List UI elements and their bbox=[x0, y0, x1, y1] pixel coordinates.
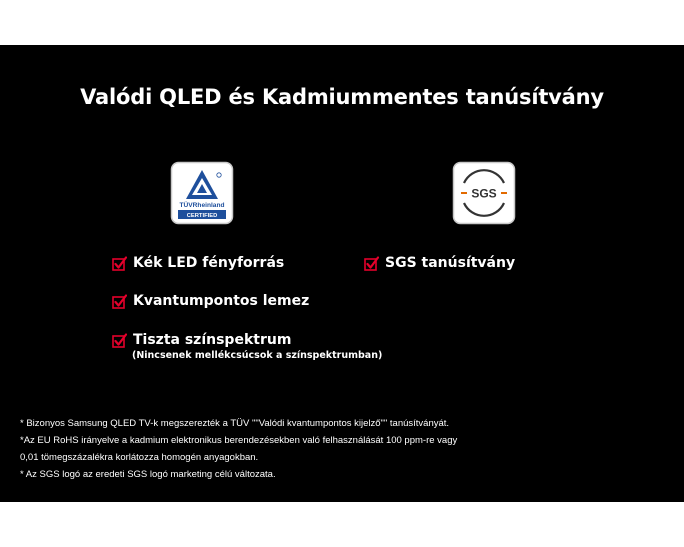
tuv-brand-text: TÜVRheinland bbox=[179, 202, 225, 209]
footnote-line: *Az EU RoHS irányelve a kadmium elektronikus berendezésekben való felhasználását 100 ppm-re vagy bbox=[20, 435, 458, 446]
red-check-icon bbox=[364, 256, 379, 271]
feature-label: SGS tanúsítvány bbox=[385, 255, 516, 271]
feature-label: Kék LED fényforrás bbox=[133, 255, 285, 271]
feature-label: Kvantumpontos lemez bbox=[133, 293, 310, 309]
red-check-icon bbox=[112, 294, 127, 309]
tuv-rheinland-logo bbox=[170, 161, 234, 225]
feature-label: Tiszta színspektrum bbox=[133, 332, 292, 348]
sgs-logo bbox=[452, 161, 516, 225]
feature-item bbox=[364, 255, 515, 271]
tuv-certified-text: CERTIFIED bbox=[186, 213, 218, 219]
footnotes bbox=[20, 415, 670, 483]
sgs-brand-text: SGS bbox=[471, 186, 497, 201]
feature-item bbox=[112, 293, 309, 309]
certification-panel bbox=[0, 45, 684, 502]
footnote-line: * Bizonyos Samsung QLED TV-k megszerezték a TÜV ""Valódi kvantumpontos kijelző"" tanúsítványát. bbox=[20, 418, 450, 429]
red-check-icon bbox=[112, 256, 127, 271]
feature-sub-note: (Nincsenek mellékcsúcsok a színspektrumban) bbox=[132, 350, 383, 361]
red-check-icon bbox=[112, 333, 127, 348]
footnote-line: 0,01 tömegszázalékra korlátozza homogén anyagokban. bbox=[20, 452, 259, 463]
feature-item bbox=[112, 332, 291, 348]
page-title: Valódi QLED és Kadmiummentes tanúsítvány bbox=[80, 85, 604, 109]
feature-item bbox=[112, 255, 284, 271]
footnote-line: * Az SGS logó az eredeti SGS logó marketing célú változata. bbox=[20, 469, 276, 480]
